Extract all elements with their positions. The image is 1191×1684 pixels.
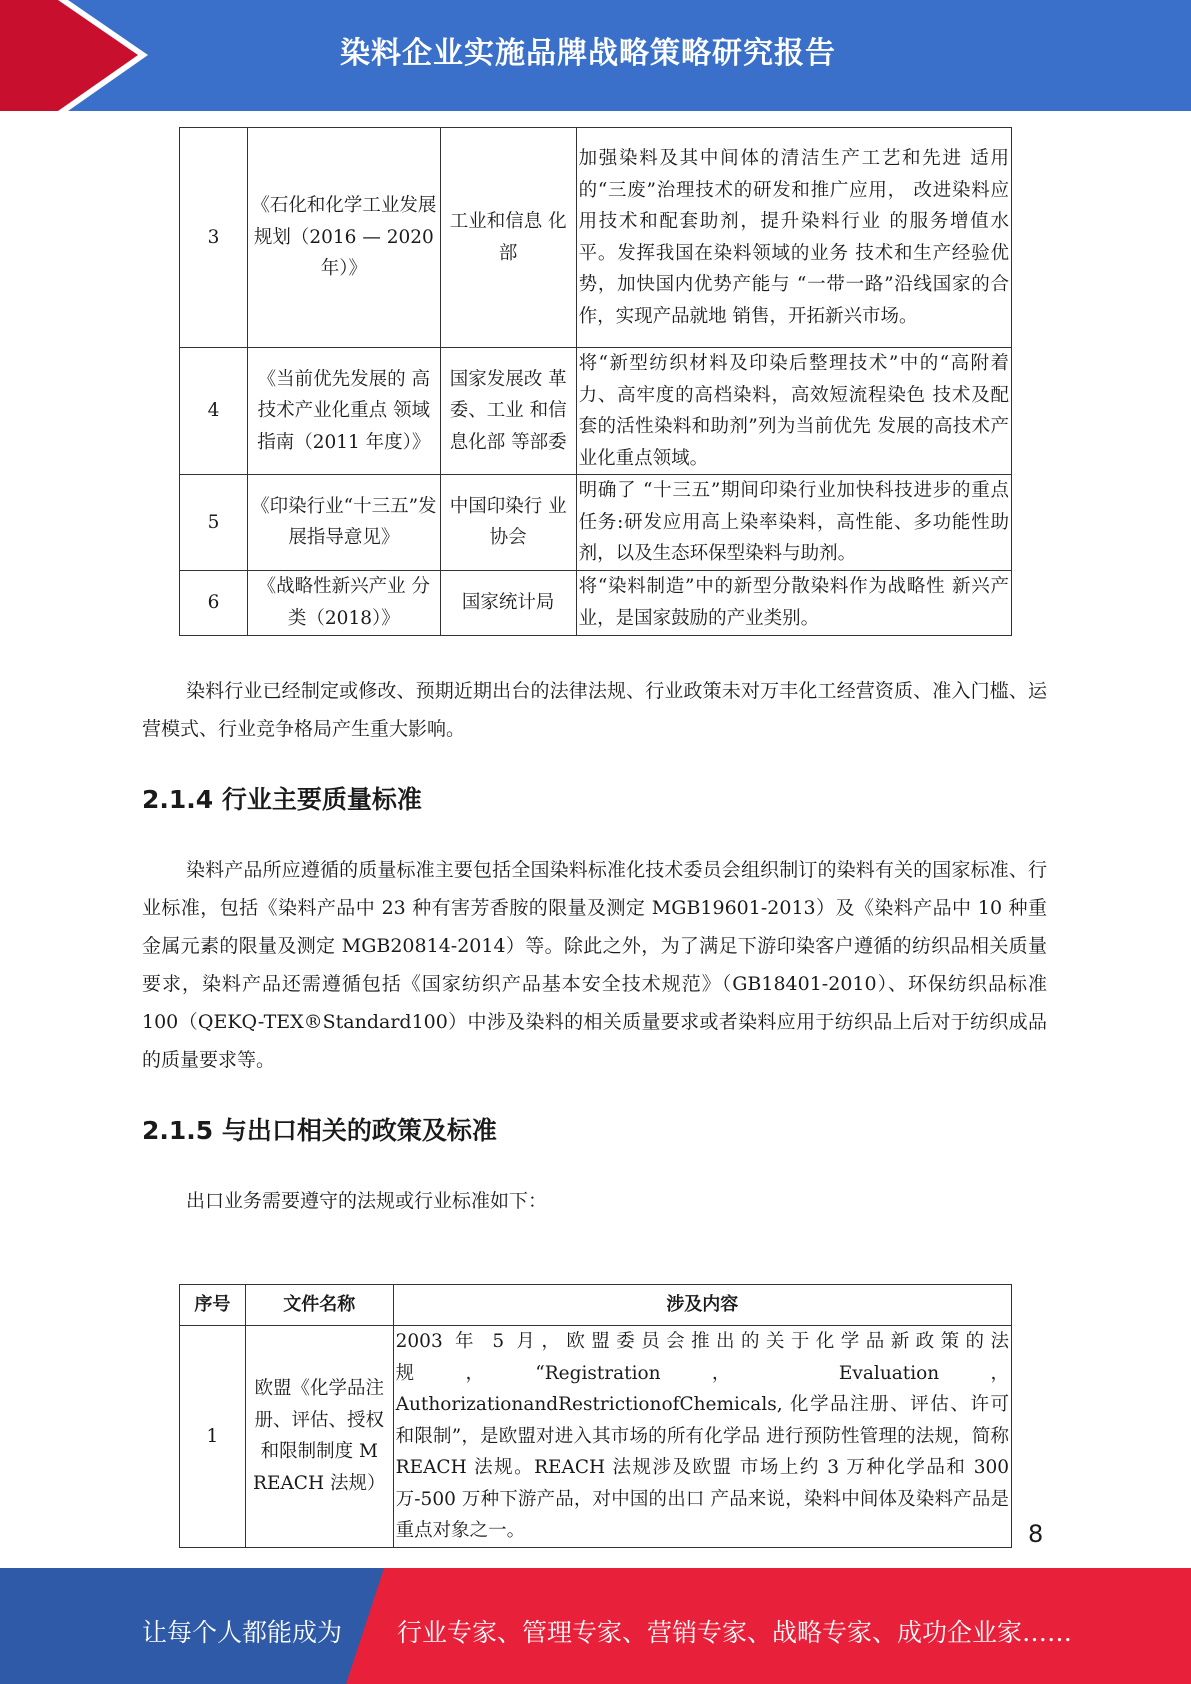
paragraph-export-intro: 出口业务需要遵守的法规或行业标准如下：	[186, 1190, 548, 1212]
row-number: 4	[180, 348, 248, 475]
header-title: 染料企业实施品牌战略策略研究报告	[340, 36, 836, 71]
row-number: 6	[180, 570, 248, 635]
document-name: 欧盟《化学品注册、评估、授权和限制制度 M REACH 法规）	[245, 1326, 393, 1548]
document-name: 《战略性新兴产业 分类（2018）》	[247, 570, 440, 635]
section-heading-export-policy: 2.1.5 与出口相关的政策及标准	[142, 1116, 497, 1145]
page-number: 8	[1028, 1520, 1044, 1548]
issuing-department: 国家发展改 革委、工业 和信息化部 等部委	[440, 348, 576, 475]
table-header-row	[180, 1285, 1012, 1326]
section-heading-quality-standards: 2.1.4 行业主要质量标准	[142, 785, 422, 814]
paragraph-policy-impact: 染料行业已经制定或修改、预期近期出台的法律法规、行业政策未对万丰化工经营资质、准入门槛、运营模式、行业竞争格局产生重大影响。	[142, 680, 1047, 740]
policy-content: 明确了 “十三五”期间印染行业加快科技进步的重点任务:研发应用高上染率染料，高性能、多功能性助剂，以及生态环保型染料与助剂。	[576, 475, 1011, 571]
column-header-name: 文件名称	[245, 1285, 393, 1326]
column-header-content: 涉及内容	[393, 1285, 1011, 1326]
policy-content: 将“染料制造”中的新型分散染料作为战略性 新兴产业，是国家鼓励的产业类别。	[576, 570, 1011, 635]
issuing-department: 中国印染行 业协会	[440, 475, 576, 571]
policy-content: 将“新型纺织材料及印染后整理技术”中的“高附着力、高牢度的高档染料，高效短流程染色 技术及配套的活性染料和助剂”列为当前优先 发展的高技术产业化重点领域。	[576, 348, 1011, 475]
issuing-department: 国家统计局	[440, 570, 576, 635]
footer-slogan-right: 行业专家、管理专家、营销专家、战略专家、成功企业家……	[397, 1618, 1073, 1647]
row-number: 3	[180, 128, 248, 348]
column-header-number: 序号	[180, 1285, 246, 1326]
footer-bar	[0, 1568, 1191, 1684]
policy-content: 加强染料及其中间体的清洁生产工艺和先进 适用的“三废”治理技术的研发和推广应用， 改进染料应用技术和配套助剂，提升染料行业 的服务增值水平。发挥我国在染料领域的业务 技术和生产经验优势，加快国内优势产能与 “一带一路”沿线国家的合作，实现产品就地 销售，开拓新兴市场。	[576, 128, 1011, 348]
export-standards-table	[179, 1284, 1012, 1548]
row-number: 5	[180, 475, 248, 571]
footer-slogan-left: 让每个人都能成为	[142, 1618, 343, 1647]
document-name: 《当前优先发展的 高技术产业化重点 领域指南（2011 年度）》	[247, 348, 440, 475]
issuing-department: 工业和信息 化部	[440, 128, 576, 348]
policy-content: 2003 年 5 月，欧盟委员会推出的关于化学品新政策的法规，“Registration， Evaluation， AuthorizationandRestrictionofChemicals, 化学品注册、评估、许可和限制”，是欧盟对进入其市场的所有化学品 进行预防性管理的法规，简称 REACH 法规。REACH 法规涉及欧盟 市场上约 3 万种化学品和 300 万-500 万种下游产品，对中国的出口 产品来说，染料中间体及染料产品是重点对象之一。	[393, 1326, 1011, 1548]
paragraph-quality-standards: 染料产品所应遵循的质量标准主要包括全国染料标准化技术委员会组织制订的染料有关的国家标准、行业标准，包括《染料产品中 23 种有害芳香胺的限量及测定 MGB19601-2013）及《染料产品中 10 种重金属元素的限量及测定 MGB20814-2014）等。除此之外，为了满足下游印染客户遵循的纺织品相关质量要求，染料产品还需遵循包括《国家纺织产品基本安全技术规范》（GB18401-2010）、环保纺织品标准 100（QEKQ-TEX®Standard100）中涉及染料的相关质量要求或者染料应用于纺织品上后对于纺织成品的质量要求等。	[142, 859, 1047, 1071]
document-name: 《石化和化学工业发展规划（2016 — 2020 年）》	[247, 128, 440, 348]
table-row	[180, 1326, 1012, 1548]
row-number: 1	[180, 1326, 246, 1548]
document-name: 《印染行业“十三五”发展指导意见》	[247, 475, 440, 571]
